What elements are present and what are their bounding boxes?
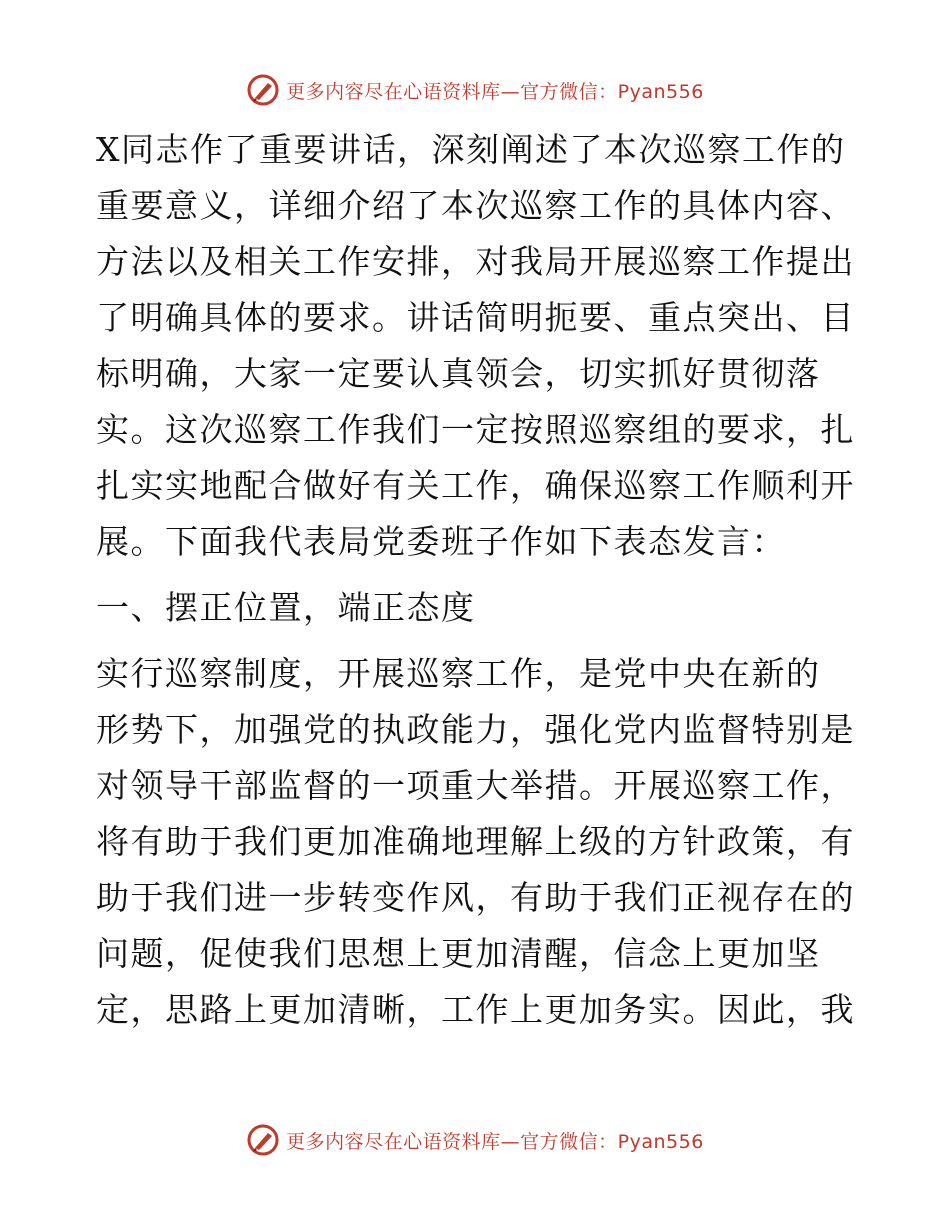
- text-line: 扎实实地配合做好有关工作，确保巡察工作顺利开: [96, 466, 855, 505]
- pen-logo-icon: [246, 1123, 280, 1157]
- text-line: 了明确具体的要求。讲话简明扼要、重点突出、目: [96, 298, 855, 337]
- document-body: [96, 122, 856, 1038]
- pen-logo-icon: [246, 73, 280, 107]
- text-line: 定，思路上更加清晰，工作上更加务实。因此，我: [96, 990, 855, 1029]
- text-line: 展。下面我代表局党委班子作如下表态发言：: [96, 522, 786, 561]
- text-line: 形势下，加强党的执政能力，强化党内监督特别是: [96, 710, 855, 749]
- header-watermark-text: 更多内容尽在心语资料库—官方微信：Pyan556: [286, 80, 704, 103]
- text-line: 将有助于我们更加准确地理解上级的方针政策，有: [96, 822, 855, 861]
- paragraph-intro: [96, 122, 856, 570]
- footer-watermark-text: 更多内容尽在心语资料库—官方微信：Pyan556: [286, 1130, 704, 1153]
- text-line: 助于我们进一步转变作风，有助于我们正视存在的: [96, 878, 855, 917]
- text-line: 重要意义，详细介绍了本次巡察工作的具体内容、: [96, 186, 855, 225]
- footer-watermark-banner: [0, 1120, 950, 1160]
- text-line: 对领导干部监督的一项重大举措。开展巡察工作，: [96, 766, 855, 805]
- paragraph-section-one: [96, 646, 856, 1038]
- text-line: 实行巡察制度，开展巡察工作，是党中央在新的: [96, 654, 821, 693]
- text-line: 实。这次巡察工作我们一定按照巡察组的要求，扎: [96, 410, 855, 449]
- text-line: 问题，促使我们思想上更加清醒，信念上更加坚: [96, 934, 821, 973]
- text-line: 标明确，大家一定要认真领会，切实抓好贯彻落: [96, 354, 821, 393]
- text-line: X同志作了重要讲话，深刻阐述了本次巡察工作的: [96, 130, 846, 169]
- header-watermark-banner: [0, 70, 950, 110]
- text-line: 方法以及相关工作安排，对我局开展巡察工作提出: [96, 242, 855, 281]
- section-heading: 一、摆正位置，端正态度: [96, 588, 476, 627]
